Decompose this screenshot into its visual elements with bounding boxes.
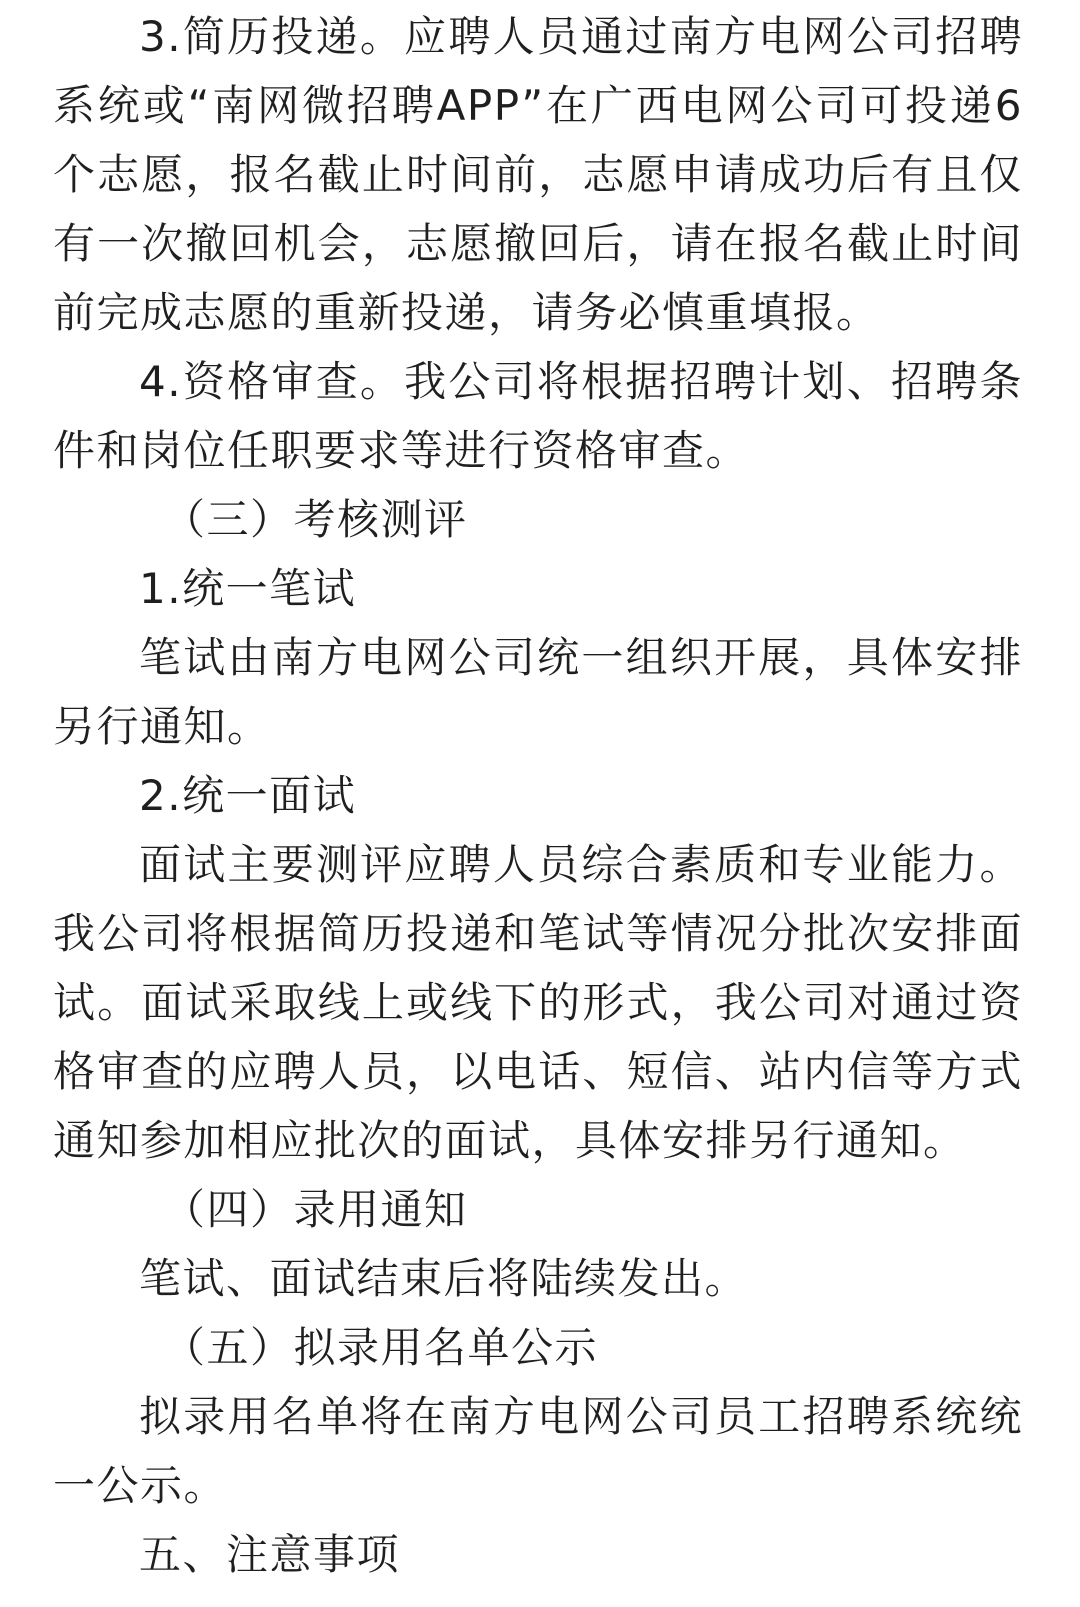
paragraph-shortlist-publicity: 拟录用名单将在南方电网公司员工招聘系统统一公示。 bbox=[53, 1392, 1023, 1510]
section-heading-shortlist-publicity: （五）拟录用名单公示 bbox=[163, 1323, 599, 1372]
subheading-written-exam: 1.统一笔试 bbox=[139, 564, 357, 613]
paragraph-interview: 面试主要测评应聘人员综合素质和专业能力。我公司将根据简历投递和笔试等情况分批次安排面试。面试采取线上或线下的形式，我公司对通过资格审查的应聘人员，以电话、短信、站内信等方式通知参加相应批次的面试，具体安排另行通知。 bbox=[53, 840, 1023, 1165]
subheading-interview: 2.统一面试 bbox=[139, 771, 357, 820]
section-heading-employment-notice: （四）录用通知 bbox=[163, 1185, 468, 1234]
section-heading-notes: 五、注意事项 bbox=[139, 1530, 401, 1574]
paragraph-qualification-review: 4.资格审查。我公司将根据招聘计划、招聘条件和岗位任职要求等进行资格审查。 bbox=[53, 357, 1023, 475]
paragraph-employment-notice: 笔试、面试结束后将陆续发出。 bbox=[139, 1254, 749, 1303]
section-heading-assessment: （三）考核测评 bbox=[163, 495, 468, 544]
paragraph-written-exam: 笔试由南方电网公司统一组织开展，具体安排另行通知。 bbox=[53, 633, 1023, 751]
document-body bbox=[53, 2, 1023, 1574]
paragraph-resume-submission: 3.简历投递。应聘人员通过南方电网公司招聘系统或“南网微招聘APP”在广西电网公司可投递6个志愿，报名截止时间前，志愿申请成功后有且仅有一次撤回机会，志愿撤回后，请在报名截止时间前完成志愿的重新投递，请务必慎重填报。 bbox=[53, 12, 1023, 337]
